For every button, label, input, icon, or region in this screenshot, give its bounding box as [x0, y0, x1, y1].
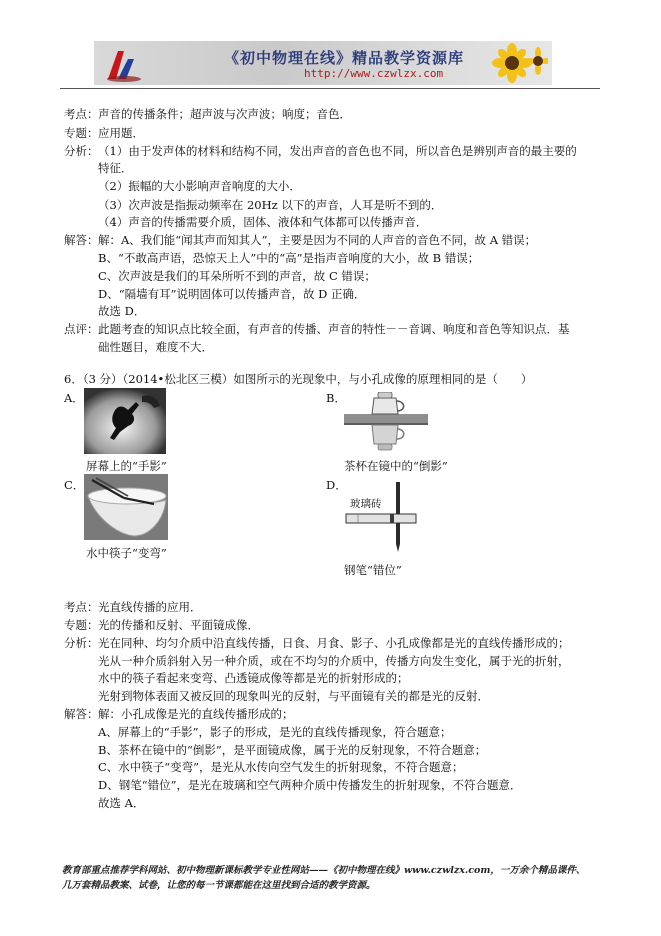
header-divider	[60, 88, 600, 89]
header-banner	[94, 41, 552, 85]
q6-kaodian: 考点：光直线传播的应用．	[64, 600, 202, 614]
q5-dianping-line: 础性题目，难度不大．	[98, 340, 213, 354]
q5-fenxi: 分析：（1）由于发声体的材料和结构不同，发出声音的音色也不同，所以音色是辨别声音的最主要的	[64, 144, 577, 158]
sunflower-icon	[492, 43, 548, 83]
page-footer	[62, 863, 622, 893]
q6-option-b-caption: 茶杯在镜中的“倒影”	[344, 459, 448, 473]
site-title: 《初中物理在线》精品教学资源库	[224, 49, 465, 67]
q5-jieda-line: D、“隔墙有耳”说明固体可以传播声音，故 D 正确．	[98, 287, 366, 301]
q5-fenxi-line: （3）次声波是指振动频率在 20Hz 以下的声音，人耳是听不到的．	[98, 198, 443, 212]
footer-line: 教育部重点推荐学科网站、初中物理新课标教学专业性网站——《初中物理在线》www.czwlzx.com，一万余个精品课件、	[62, 865, 586, 876]
q6-option-c-letter: C．	[64, 478, 85, 492]
q5-zhuanti: 专题：应用题．	[64, 126, 144, 140]
footer-line: 几万套精品教案、试卷，让您的每一节课都能在这里找到合适的教学资源。	[62, 880, 376, 891]
q5-jieda-line: 故选 D．	[98, 304, 146, 318]
chopsticks-in-water-image	[84, 474, 168, 540]
q6-option-d-letter: D．	[326, 478, 347, 492]
q6-stem: 6．（3 分）（2014•松北区三模）如图所示的光现象中，与小孔成像的原理相同的是（ ）	[64, 372, 533, 386]
q5-fenxi-line: 特征．	[98, 161, 133, 175]
q6-fenxi-line: 光从一种介质斜射入另一种介质，或在不均匀的介质中，传播方向发生变化，属于光的折射，	[98, 654, 570, 668]
q6-option-b-letter: B．	[326, 391, 346, 405]
q6-zhuanti: 专题：光的传播和反射、平面镜成像．	[64, 618, 259, 632]
teacup-reflection-image	[344, 392, 428, 454]
q6-jieda-line: D、钢笔“错位”，是光在玻璃和空气两种介质中传播发生的折射现象，不符合题意．	[98, 778, 522, 792]
q6-fenxi: 分析：光在同种、均匀介质中沿直线传播，日食、月食、影子、小孔成像都是光的直线传播形成的；	[64, 636, 570, 650]
q6-option-c-caption: 水中筷子“变弯”	[86, 546, 167, 560]
q5-jieda-line: C、次声波是我们的耳朵所听不到的声音，故 C 错误；	[98, 269, 376, 283]
q5-kaodian: 考点：声音的传播条件；超声波与次声波；响度；音色．	[64, 107, 351, 121]
q6-option-d-caption: 钢笔“错位”	[344, 563, 402, 577]
hand-shadow-image	[84, 388, 166, 454]
site-logo-icon	[104, 45, 144, 83]
q5-fenxi-line: （4）声音的传播需要介质，固体、液体和气体都可以传播声音．	[98, 215, 428, 229]
q5-dianping: 点评：此题考查的知识点比较全面，有声音的传播、声音的特性－－音调、响度和音色等知识点．基	[64, 322, 570, 336]
q6-jieda-line: A、屏幕上的“手影”，影子的形成，是光的直线传播现象，符合题意；	[98, 725, 452, 739]
q6-option-a-caption: 屏幕上的“手影”	[86, 459, 167, 473]
site-url[interactable]: http://www.czwlzx.com	[304, 67, 444, 80]
pen-glass-brick-image	[340, 480, 424, 554]
q6-option-a-letter: A．	[64, 391, 84, 405]
q5-jieda: 解答：解：A、我们能“闻其声而知其人”，主要是因为不同的人声音的音色不同，故 A 错误；	[64, 233, 537, 247]
q6-jieda-line: 故选 A．	[98, 796, 145, 810]
glass-brick-label: 玻璃砖	[350, 498, 382, 510]
q6-fenxi-line: 光射到物体表面又被反回的现象叫光的反射，与平面镜有关的都是光的反射．	[98, 689, 489, 703]
q5-fenxi-line: （2）振幅的大小影响声音响度的大小．	[98, 179, 301, 193]
q6-fenxi-line: 水中的筷子看起来变弯、凸透镜成像等都是光的折射形成的；	[98, 671, 409, 685]
q6-jieda-line: C、水中筷子“变弯”，是光从水传向空气发生的折射现象，不符合题意；	[98, 760, 464, 774]
q5-jieda-line: B、“不敢高声语，恐惊天上人”中的“高”是指声音响度的大小，故 B 错误；	[98, 251, 480, 265]
q6-jieda: 解答：解：小孔成像是光的直线传播形成的；	[64, 707, 294, 721]
q6-jieda-line: B、茶杯在镜中的“倒影”，是平面镜成像，属于光的反射现象，不符合题意；	[98, 743, 487, 757]
